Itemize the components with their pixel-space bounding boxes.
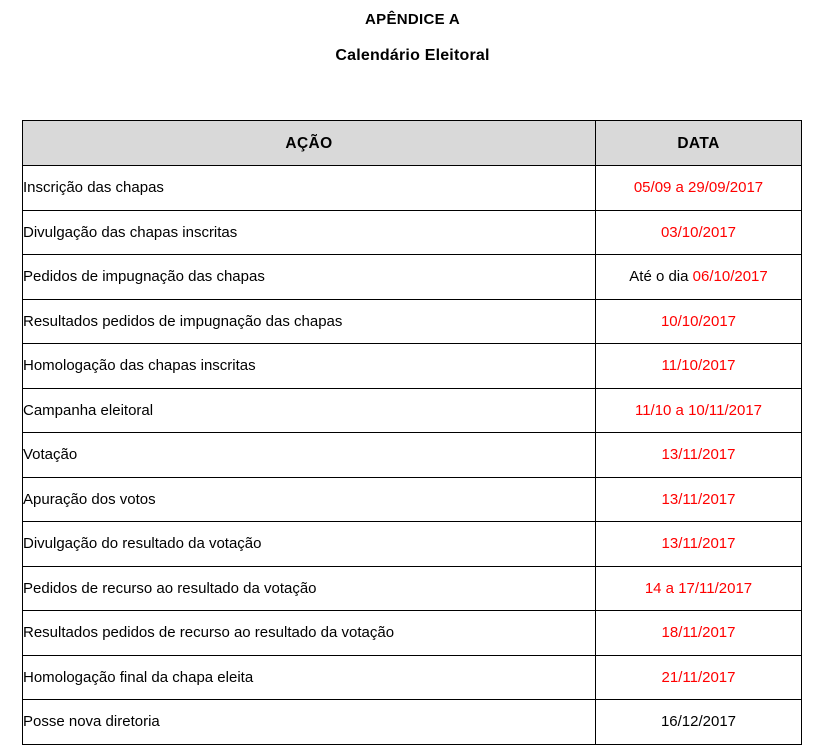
- date-value: 18/11/2017: [661, 624, 736, 642]
- date-value: 10/10/2017: [660, 312, 737, 330]
- cell-acao: Homologação das chapas inscritas: [23, 344, 596, 389]
- cell-data: [596, 655, 802, 700]
- cell-data: [596, 700, 802, 745]
- table-row: [23, 210, 802, 255]
- cell-acao: Votação: [23, 433, 596, 478]
- table-header-row: [23, 121, 802, 166]
- date-value: 16/12/2017: [660, 713, 737, 731]
- cell-acao: Inscrição das chapas: [23, 166, 596, 211]
- cell-data: [596, 522, 802, 567]
- page-title: APÊNDICE A: [365, 11, 460, 28]
- date-value: 13/11/2017: [661, 490, 736, 508]
- cell-acao: Resultados pedidos de impugnação das chapas: [23, 299, 596, 344]
- cell-acao: Homologação final da chapa eleita: [23, 655, 596, 700]
- cell-acao: Divulgação do resultado da votação: [23, 522, 596, 567]
- cell-data: [596, 344, 802, 389]
- table-row: [23, 700, 802, 745]
- cell-data: [596, 566, 802, 611]
- table-row: [23, 477, 802, 522]
- table-row: [23, 655, 802, 700]
- cell-data: [596, 433, 802, 478]
- date-value: 13/11/2017: [661, 446, 736, 464]
- table-row: [23, 255, 802, 300]
- cell-acao: Resultados pedidos de recurso ao resultado da votação: [23, 611, 596, 656]
- cell-acao: Posse nova diretoria: [23, 700, 596, 745]
- column-header-acao: AÇÃO: [23, 121, 596, 166]
- cell-data: [596, 477, 802, 522]
- electoral-calendar-table-container: [22, 120, 801, 745]
- cell-acao: Pedidos de impugnação das chapas: [23, 255, 596, 300]
- page-subtitle: Calendário Eleitoral: [335, 47, 490, 64]
- date-value: 14 a 17/11/2017: [644, 579, 753, 597]
- cell-data: [596, 611, 802, 656]
- electoral-calendar-table: [22, 120, 802, 745]
- cell-data: [596, 299, 802, 344]
- table-row: [23, 299, 802, 344]
- table-header: [23, 121, 802, 166]
- cell-data: [596, 388, 802, 433]
- table-row: [23, 522, 802, 567]
- date-value: 06/10/2017: [692, 268, 768, 286]
- table-row: [23, 433, 802, 478]
- date-value: 05/09 a 29/09/2017: [633, 179, 764, 197]
- table-row: [23, 166, 802, 211]
- cell-data: [596, 210, 802, 255]
- table-row: [23, 611, 802, 656]
- date-value: 21/11/2017: [661, 668, 736, 686]
- cell-acao: Divulgação das chapas inscritas: [23, 210, 596, 255]
- cell-acao: Pedidos de recurso ao resultado da votação: [23, 566, 596, 611]
- cell-data: [596, 166, 802, 211]
- cell-acao: Campanha eleitoral: [23, 388, 596, 433]
- table-body: [23, 166, 802, 745]
- column-header-data: DATA: [596, 121, 802, 166]
- date-prefix: Até o dia: [629, 268, 693, 286]
- table-row: [23, 344, 802, 389]
- table-row: [23, 388, 802, 433]
- cell-data: [596, 255, 802, 300]
- date-value: 03/10/2017: [660, 223, 737, 241]
- date-value: 11/10 a 10/11/2017: [634, 401, 763, 419]
- cell-acao: Apuração dos votos: [23, 477, 596, 522]
- table-row: [23, 566, 802, 611]
- date-value: 11/10/2017: [661, 357, 736, 375]
- date-value: 13/11/2017: [661, 535, 736, 553]
